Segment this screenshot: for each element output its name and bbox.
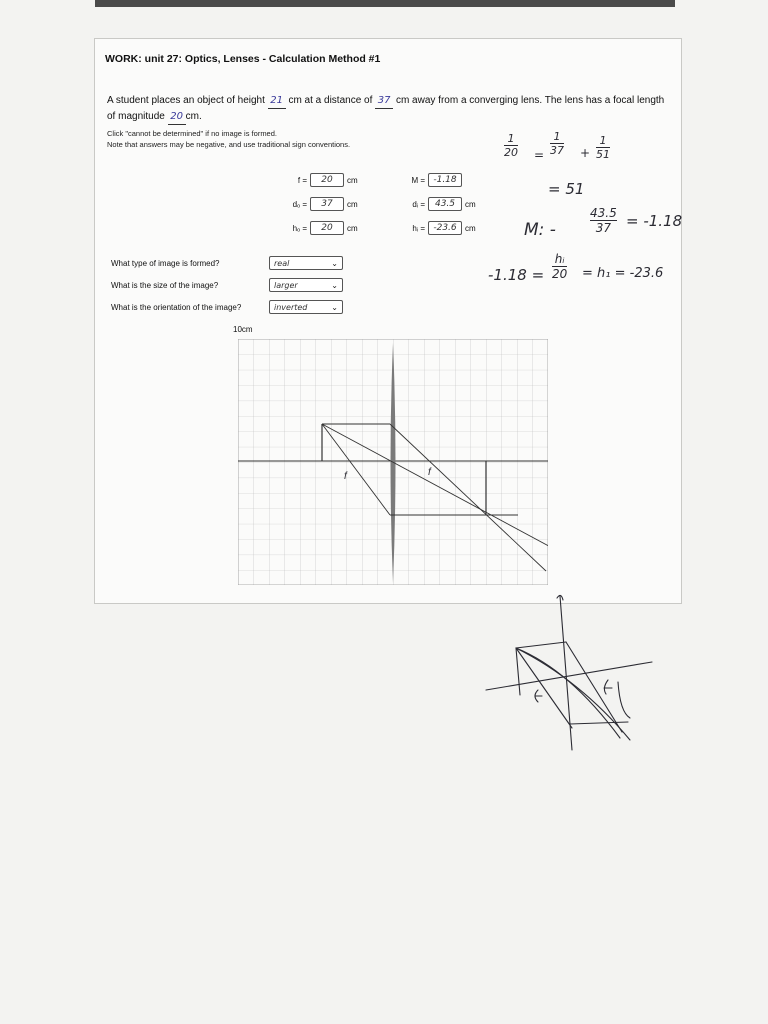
scale-label: 10cm [233, 325, 253, 334]
hw-eq1-r2: 1 51 [596, 134, 610, 161]
question-text: A student places an object of height 21 cm at a distance of 37 cm away from a converging lens. The lens has a focal length of magnitude 20 cm. [107, 93, 667, 125]
image-type-select[interactable]: real ⌄ [269, 256, 343, 270]
image-size-select[interactable]: larger ⌄ [269, 278, 343, 292]
focal-mark-right: f [428, 467, 431, 478]
distance-blank: 37 [375, 93, 393, 109]
note-cannot-determine: Click "cannot be determined" if no image is formed. [107, 129, 277, 138]
worksheet [94, 38, 682, 604]
ray-diagram[interactable] [238, 339, 548, 590]
hw-eq1-plus: + [580, 146, 591, 160]
M-row: M = -1.18 [399, 173, 462, 187]
hw-eq4-lhs: -1.18 = [488, 266, 545, 284]
M-input[interactable]: -1.18 [428, 173, 462, 187]
do-row: dₒ = 37 cm [292, 199, 358, 209]
hw-eq4-rhs: = h₁ = -23.6 [582, 266, 664, 281]
image-type-question: What type of image is formed? [111, 259, 220, 268]
hw-eq3-lhs: M: - [524, 220, 556, 240]
note-sign-conventions: Note that answers may be negative, and use traditional sign conventions. [107, 140, 351, 149]
worksheet-title: WORK: unit 27: Optics, Lenses - Calculation Method #1 [105, 53, 381, 65]
ho-input[interactable]: 20 [310, 221, 344, 235]
ray-diagram-svg [238, 339, 548, 585]
di-input[interactable]: 43.5 [428, 197, 462, 211]
f-row: f = 20 cm [297, 175, 358, 185]
height-blank: 21 [268, 93, 286, 109]
hw-eq4-frac: hᵢ 20 [552, 252, 568, 281]
hi-row: hᵢ = -23.6 cm [412, 223, 476, 233]
do-input[interactable]: 37 [310, 197, 344, 211]
hw-eq1-lhs: 1 20 [504, 132, 518, 159]
hw-eq3-rhs: = -1.18 [626, 212, 683, 230]
hw-eq1-r1: 1 37 [550, 130, 564, 157]
chevron-down-icon: ⌄ [331, 280, 338, 290]
ho-row: hₒ = 20 cm [292, 223, 358, 233]
top-edge [95, 0, 675, 7]
hi-input[interactable]: -23.6 [428, 221, 462, 235]
f-input[interactable]: 20 [310, 173, 344, 187]
chevron-down-icon: ⌄ [331, 302, 338, 312]
image-size-question: What is the size of the image? [111, 281, 219, 290]
di-row: dᵢ = 43.5 cm [412, 199, 476, 209]
chevron-down-icon: ⌄ [331, 258, 338, 268]
focal-blank: 20 [168, 109, 186, 125]
hw-eq2: = 51 [548, 180, 585, 198]
hw-eq1-eq: = [534, 148, 545, 162]
hand-sketch [480, 590, 670, 765]
image-orientation-select[interactable]: inverted ⌄ [269, 300, 343, 314]
focal-mark-left: f [344, 471, 347, 482]
hw-eq3-frac: 43.5 37 [590, 206, 617, 235]
image-orientation-question: What is the orientation of the image? [111, 303, 242, 312]
